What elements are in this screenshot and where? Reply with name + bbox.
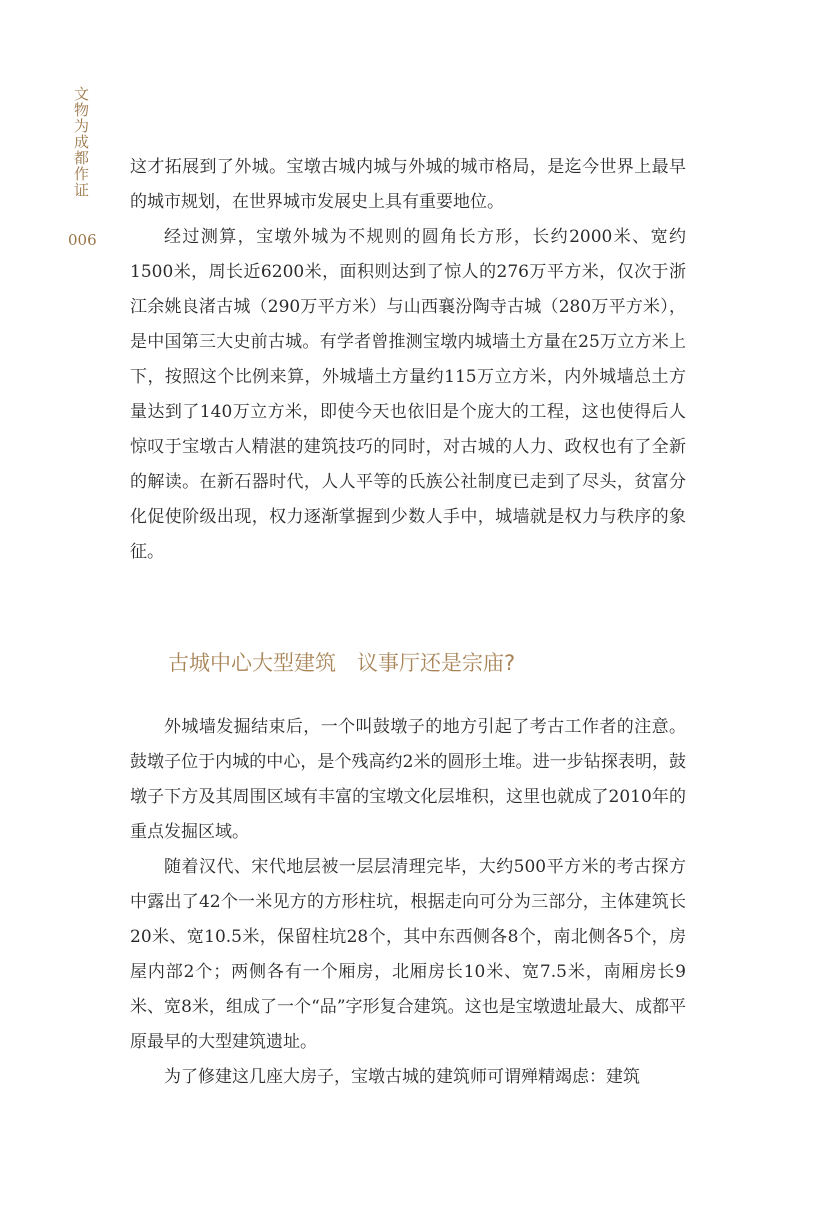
paragraph: 为了修建这几座大房子，宝墩古城的建筑师可谓殚精竭虑：建筑 (164, 1067, 640, 1087)
running-head: 文物为成都作证 (74, 85, 90, 199)
page-number: 006 (68, 231, 97, 249)
section-title: 古城中心大型建筑 议事厅还是宗庙? (168, 651, 516, 675)
body-text-top (130, 150, 686, 570)
paragraph: 外城墙发掘结束后，一个叫鼓墩子的地方引起了考古工作者的注意。鼓墩子位于内城的中心，是个残高约2米的圆形土堆。进一步钻探表明，鼓墩子下方及其周围区域有丰富的宝墩文化层堆积，这里也就成了2010年的重点发掘区域。 (130, 717, 686, 842)
paragraph: 这才拓展到了外城。宝墩古城内城与外城的城市格局，是迄今世界上最早的城市规划，在世界城市发展史上具有重要地位。 (130, 157, 686, 212)
body-text-bottom (130, 710, 686, 1095)
paragraph: 经过测算，宝墩外城为不规则的圆角长方形，长约2000米、宽约1500米，周长近6200米，面积则达到了惊人的276万平方米，仅次于浙江余姚良渚古城（290万平方米）与山西襄汾陶寺古城（280万平方米），是中国第三大史前古城。有学者曾推测宝墩内城墙土方量在25万立方米上下，按照这个比例来算，外城墙土方量约115万立方米，内外城墙总土方量达到了140万立方米，即使今天也依旧是个庞大的工程，这也使得后人惊叹于宝墩古人精湛的建筑技巧的同时，对古城的人力、政权也有了全新的解读。在新石器时代，人人平等的氏族公社制度已走到了尽头，贫富分化促使阶级出现，权力逐渐掌握到少数人手中，城墙就是权力与秩序的象征。 (130, 227, 686, 562)
paragraph: 随着汉代、宋代地层被一层层清理完毕，大约500平方米的考古探方中露出了42个一米见方的方形柱坑，根据走向可分为三部分，主体建筑长20米、宽10.5米，保留柱坑28个，其中东西侧各8个，南北侧各5个，房屋内部2个；两侧各有一个厢房，北厢房长10米、宽7.5米，南厢房长9米、宽8米，组成了一个“品”字形复合建筑。这也是宝墩遗址最大、成都平原最早的大型建筑遗址。 (130, 857, 686, 1052)
